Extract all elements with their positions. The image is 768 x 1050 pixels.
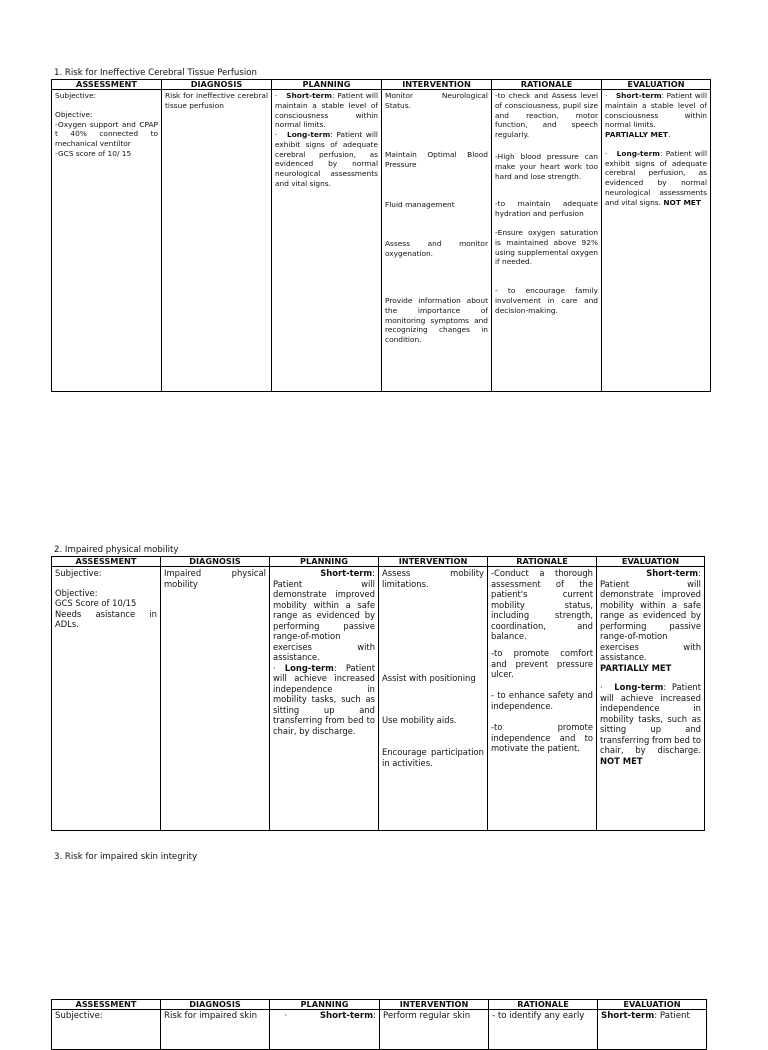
evaluation-cell: Short-term: Patient: [598, 1010, 707, 1050]
header-evaluation: EVALUATION: [598, 1000, 707, 1010]
short-term-label: Short-term: [646, 568, 699, 578]
header-intervention: INTERVENTION: [379, 557, 488, 567]
objective-item: GCS Score of 10/15: [55, 598, 137, 608]
long-term-text: : Patient will exhibit signs of adequate cerebral perfusion, as evidenced by normal neurological assessments and vital signs.: [605, 148, 707, 207]
rationale-item: -to maintain adequate hydration and perfusion: [495, 199, 598, 218]
assessment-cell: [52, 90, 162, 392]
evaluation-cell: Short-term: Patient will demonstrate improved mobility within a safe range as evidenced by performing passive range-of-motion exercises with assistance. PARTIALLY MET · Long-term: Patient will achieve increased independence in mobility tasks, such as sitting up and transferring from bed to chair, by discharge. NOT MET: [597, 567, 705, 831]
assessment-cell: [52, 567, 161, 831]
table-header-row: [52, 1000, 707, 1010]
intervention-item: Maintain Optimal Blood Pressure: [385, 150, 488, 169]
objective-item: Needs asistance in ADLs.: [55, 608, 157, 629]
header-rationale: RATIONALE: [489, 1000, 598, 1010]
diagnosis-text: Impaired physical mobility: [164, 568, 266, 589]
rationale-item: -to promote comfort and prevent pressure ulcer.: [491, 648, 593, 679]
care-plan-table-2: [51, 556, 705, 831]
header-rationale: RATIONALE: [488, 557, 597, 567]
long-term-label: Long-term: [616, 148, 660, 158]
intervention-item: Use mobility aids.: [382, 715, 457, 725]
planning-cell: · Short-term:: [270, 1010, 380, 1050]
subjective-label: Subjective:: [55, 568, 102, 578]
planning-cell: · Short-term: Patient will maintain a stable level of consciousness within normal limits. · Long-term: Patient will exhibit signs of adequate cerebral perfusion, as evidenced by normal neurological assessments and vital signs.: [272, 90, 382, 392]
rationale-cell: - to identify any early: [489, 1010, 598, 1050]
rationale-item: - to enhance safety and independence.: [491, 690, 593, 711]
long-term-label: Long-term: [284, 662, 334, 673]
intervention-item: Fluid management: [385, 200, 455, 209]
diagnosis-cell: [162, 90, 272, 392]
short-term-label: Short-term: [615, 91, 662, 100]
status-badge: NOT MET: [663, 197, 701, 207]
objective-item: -Oxygen support and CPAP t 40% connected to mechanical ventiltor: [55, 119, 158, 149]
section-title: 1. Risk for Ineffective Cerebral Tissue Perfusion: [54, 68, 257, 78]
long-term-text: : Patient will achieve increased independence in mobility tasks, such as sitting up and transferring from bed to chair, by discharge.: [273, 662, 375, 736]
intervention-cell: [379, 567, 488, 831]
header-planning: PLANNING: [272, 80, 382, 90]
intervention-cell: [382, 90, 492, 392]
subjective-label: Subjective:: [55, 91, 97, 100]
header-diagnosis: DIAGNOSIS: [161, 1000, 270, 1010]
short-term-text: : Patient will maintain a stable level of consciousness within normal limits.: [605, 91, 707, 130]
intervention-item: Monitor Neurological Status.: [385, 91, 488, 110]
intervention-item: Assist with positioning: [382, 673, 476, 683]
objective-label: Objective:: [55, 109, 93, 119]
table-header-row: [52, 80, 711, 90]
objective-label: Objective:: [55, 587, 98, 598]
intervention-item: Assess mobility limitations.: [382, 568, 484, 589]
rationale-item: -to check and Assess level of consciousness, pupil size and reaction, motor function, and speech regularly.: [495, 91, 598, 140]
rationale-cell: [492, 90, 602, 392]
header-evaluation: EVALUATION: [602, 80, 711, 90]
short-term-text: : Patient will maintain a stable level of consciousness within normal limits.: [275, 91, 378, 130]
table-row: [52, 1010, 707, 1050]
table-row: [52, 567, 705, 831]
status-badge: PARTIALLY MET: [600, 662, 672, 673]
long-term-label: Long-term: [286, 130, 331, 140]
short-term-label: Short-term: [320, 568, 373, 578]
long-term-text: : Patient will exhibit signs of adequate cerebral perfusion, as evidenced by normal neurological assessments and vital signs.: [275, 130, 378, 188]
objective-item: -GCS score of 10/ 15: [55, 148, 132, 158]
short-term-label: Short-term: [286, 91, 332, 100]
planning-cell: Short-term: Patient will demonstrate improved mobility within a safe range as evidenced by performing passive range-of-motion exercises with assistance. · Long-term: Patient will achieve increased independence in mobility tasks, such as sitting up and transferring from bed to chair, by discharge.: [270, 567, 379, 831]
header-diagnosis: DIAGNOSIS: [161, 557, 270, 567]
header-evaluation: EVALUATION: [597, 557, 705, 567]
evaluation-cell: · Short-term: Patient will maintain a stable level of consciousness within normal limits. PARTIALLY MET. · Long-term: Patient will exhibit signs of adequate cerebral perfusion, as evidenced by normal neurological assessments and vital signs. NOT MET: [602, 90, 711, 392]
header-assessment: ASSESSMENT: [52, 80, 162, 90]
assessment-cell: Subjective:: [52, 1010, 161, 1050]
section-title: 2. Impaired physical mobility: [54, 545, 179, 555]
table-header-row: [52, 557, 705, 567]
header-rationale: RATIONALE: [492, 80, 602, 90]
header-intervention: INTERVENTION: [380, 1000, 489, 1010]
header-intervention: INTERVENTION: [382, 80, 492, 90]
diagnosis-cell: [161, 567, 270, 831]
short-term-label: Short-term: [601, 1011, 655, 1021]
status-badge: NOT MET: [600, 755, 643, 766]
intervention-item: Provide information about the importance of monitoring symptoms and recognizing changes in condition.: [385, 296, 488, 345]
header-planning: PLANNING: [270, 1000, 380, 1010]
rationale-item: -Ensure oxygen saturation is maintained above 92% using supplemental oxygen if needed.: [495, 228, 598, 267]
status-badge: PARTIALLY MET: [605, 130, 668, 140]
intervention-item: Assess and monitor oxygenation.: [385, 239, 488, 258]
short-term-text: Patient will demonstrate improved mobility within a safe range as evidenced by performing passive range-of-motion exercises with assistance.: [273, 578, 375, 662]
short-term-label: Short-term: [319, 1011, 374, 1021]
diagnosis-text: Risk for ineffective cerebral tissue perfusion: [165, 91, 268, 110]
intervention-cell: Perform regular skin: [380, 1010, 489, 1050]
care-plan-table-1: [51, 79, 711, 392]
rationale-item: -Conduct a thorough assessment of the patient's current mobility status, including strength, coordination, and balance.: [491, 568, 593, 641]
long-term-label: Long-term: [614, 682, 664, 692]
rationale-cell: [488, 567, 597, 831]
care-plan-table-3: [51, 999, 707, 1050]
rationale-item: -to promote independence and to motivate the patient.: [491, 722, 593, 753]
long-term-text: : Patient will achieve increased independence in mobility tasks, such as sitting up and transferring from bed to chair, by discharge.: [600, 682, 701, 755]
section-title: 3. Risk for impaired skin integrity: [54, 852, 198, 862]
header-planning: PLANNING: [270, 557, 379, 567]
header-assessment: ASSESSMENT: [52, 557, 161, 567]
rationale-item: - to encourage family involvement in care and decision-making.: [495, 286, 598, 315]
header-diagnosis: DIAGNOSIS: [162, 80, 272, 90]
table-row: [52, 90, 711, 392]
diagnosis-cell: Risk for impaired skin: [161, 1010, 270, 1050]
short-term-text: Patient will demonstrate improved mobility within a safe range as evidenced by performing passive range-of-motion exercises with assistance.: [600, 578, 701, 662]
intervention-item: Encourage participation in activities.: [382, 747, 484, 768]
rationale-item: -High blood pressure can make your heart work too hard and lose strength.: [495, 152, 598, 181]
header-assessment: ASSESSMENT: [52, 1000, 161, 1010]
